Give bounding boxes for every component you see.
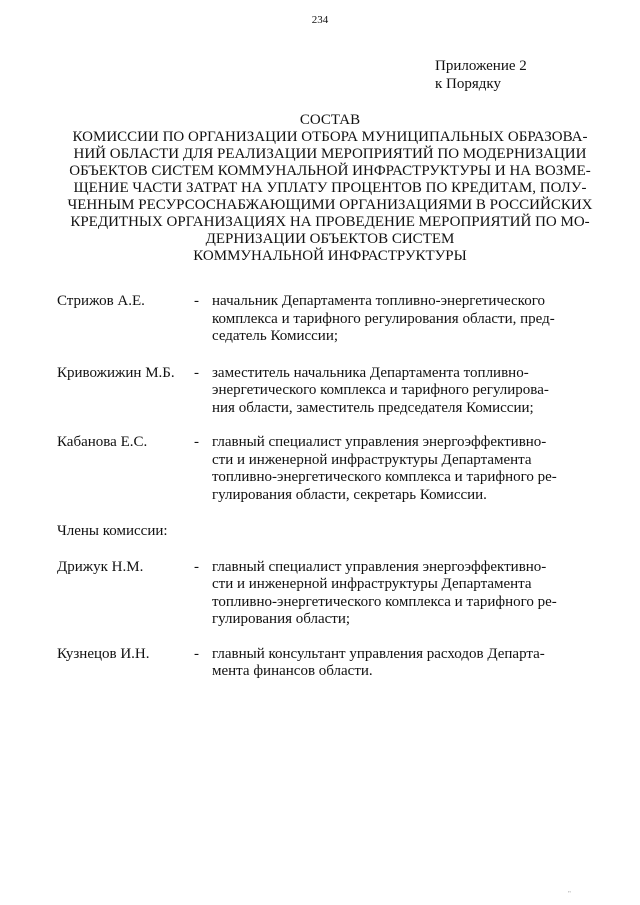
role-line: комплекса и тарифного регулирования области, пред-: [212, 310, 555, 327]
member-name: Кабанова Е.С.: [57, 434, 148, 450]
role-line: главный специалист управления энергоэффективно-: [212, 558, 547, 575]
heading-line: КРЕДИТНЫХ ОРГАНИЗАЦИЯХ НА ПРОВЕДЕНИЕ МЕРОПРИЯТИЙ ПО МО-: [70, 214, 590, 230]
member-dash: -: [194, 434, 199, 450]
role-line: топливно-энергетического комплекса и тарифного ре-: [212, 469, 557, 485]
member-entry: [57, 559, 617, 629]
document-heading: [40, 112, 620, 265]
heading-line: ЧЕННЫМ РЕСУРСОСНАБЖАЮЩИМИ ОРГАНИЗАЦИЯМИ В РОССИЙСКИХ: [67, 197, 593, 213]
member-name: Кривожижин М.Б.: [57, 364, 175, 381]
page-number: 234: [311, 14, 329, 26]
heading-line: ДЕРНИЗАЦИИ ОБЪЕКТОВ СИСТЕМ: [205, 231, 455, 247]
role-line: главный консультант управления расходов Департа-: [212, 645, 545, 662]
members-section-label: Члены комиссии:: [57, 523, 168, 539]
appendix-line: к Порядку: [435, 76, 501, 92]
member-name: Стрижов А.Е.: [57, 293, 145, 309]
role-line: главный специалист управления энергоэффективно-: [212, 434, 547, 450]
heading-line: ОБЪЕКТОВ СИСТЕМ КОММУНАЛЬНОЙ ИНФРАСТРУКТУРЫ И НА ВОЗМЕ-: [69, 163, 591, 179]
role-line: гулирования области, секретарь Комиссии.: [212, 486, 487, 503]
appendix-reference: [435, 57, 527, 93]
heading-line: НИЙ ОБЛАСТИ ДЛЯ РЕАЛИЗАЦИИ МЕРОПРИЯТИЙ ПО МОДЕРНИЗАЦИИ: [73, 146, 587, 162]
role-line: начальник Департамента топливно-энергетического: [212, 293, 545, 309]
member-role: [212, 365, 572, 418]
role-line: энергетического комплекса и тарифного регулирова-: [212, 382, 549, 398]
member-name: Дрижук Н.М.: [57, 558, 144, 575]
member-dash: -: [194, 558, 199, 575]
member-role: [212, 293, 572, 346]
heading-title: СОСТАВ: [299, 112, 361, 128]
heading-line: КОММУНАЛЬНОЙ ИНФРАСТРУКТУРЫ: [193, 248, 467, 264]
member-name: Кузнецов И.Н.: [57, 645, 150, 662]
role-line: заместитель начальника Департамента топливно-: [212, 364, 529, 381]
member-dash: -: [194, 364, 199, 381]
heading-line: КОМИССИИ ПО ОРГАНИЗАЦИИ ОТБОРА МУНИЦИПАЛЬНЫХ ОБРАЗОВА-: [72, 129, 588, 145]
role-line: седатель Комиссии;: [212, 328, 339, 344]
member-role: [212, 434, 572, 504]
role-line: мента финансов области.: [212, 663, 373, 679]
role-line: ния области, заместитель председателя Комиссии;: [212, 399, 534, 416]
member-role: [212, 559, 572, 629]
member-role: [212, 646, 572, 681]
appendix-line: Приложение 2: [435, 58, 527, 74]
role-line: сти и инженерной инфраструктуры Департамента: [212, 576, 532, 592]
member-dash: -: [194, 293, 199, 309]
member-entry: [57, 646, 617, 681]
heading-line: ЩЕНИЕ ЧАСТИ ЗАТРАТ НА УПЛАТУ ПРОЦЕНТОВ ПО КРЕДИТАМ, ПОЛУ-: [73, 180, 587, 196]
role-line: гулирования области;: [212, 611, 351, 627]
role-line: сти и инженерной инфраструктуры Департамента: [212, 451, 532, 468]
role-line: топливно-энергетического комплекса и тарифного ре-: [212, 593, 557, 610]
commission-list: [57, 293, 617, 681]
member-entry: [57, 365, 617, 418]
member-dash: -: [194, 645, 199, 662]
member-entry: [57, 434, 617, 504]
member-entry: [57, 293, 617, 346]
scan-mark: ": [568, 890, 571, 898]
